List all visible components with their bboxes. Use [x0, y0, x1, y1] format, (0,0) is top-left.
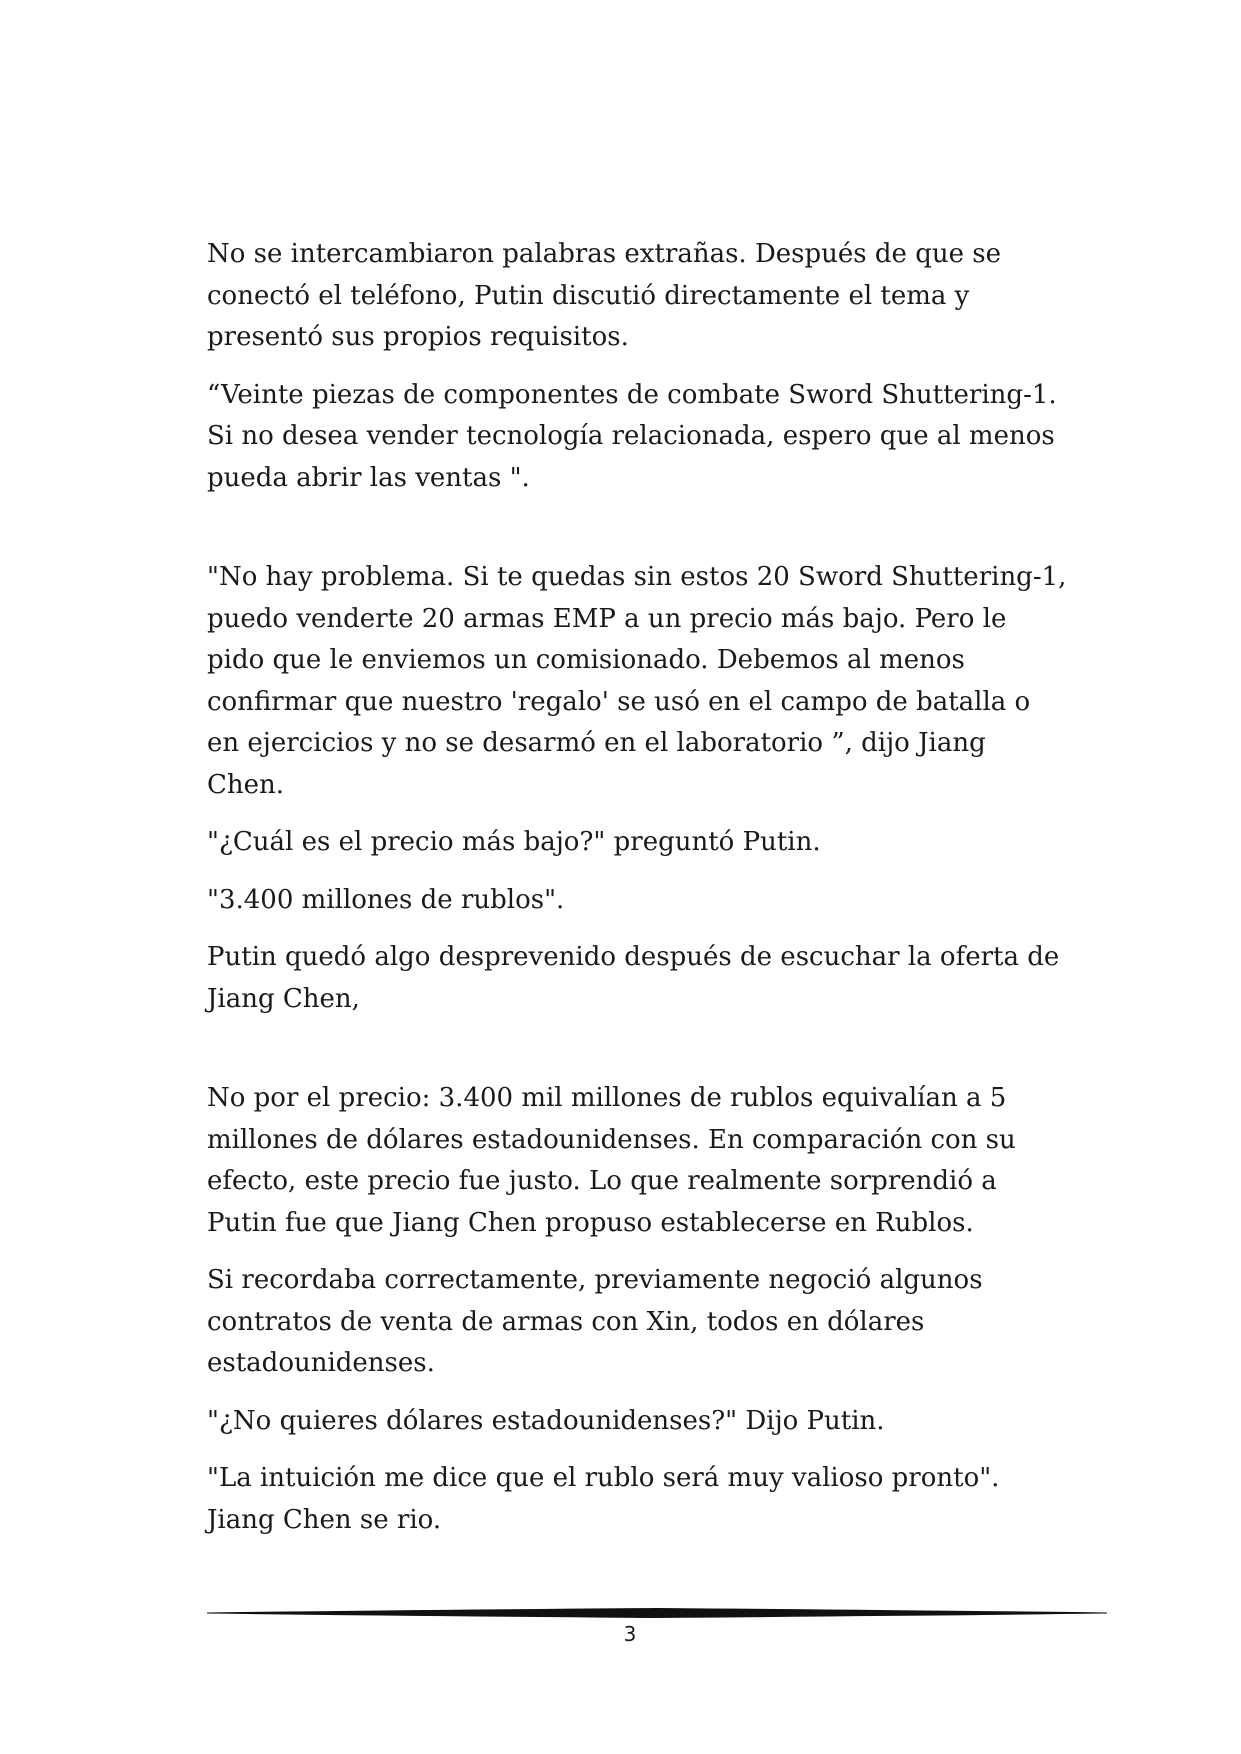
paragraph-4: "¿Cuál es el precio más bajo?" preguntó Putin. — [207, 827, 821, 857]
page-number: 3 — [623, 1622, 637, 1646]
paragraph-3: "No hay problema. Si te quedas sin estos 20 Sword Shuttering-1, puedo venderte 20 armas EMP a un precio más bajo. Pero le pido que le enviemos un comisionado. Debemos al menos confirmar que nuestro 'regalo' se usó en el campo de batalla o en ejercicios y no se desarmó en el laboratorio ”, dijo Jiang Chen. — [207, 562, 1067, 800]
body-text — [207, 234, 1067, 1557]
paragraph-2: “Veinte piezas de componentes de combate Sword Shuttering-1. Si no desea vender tecnología relacionada, espero que al menos pueda abrir las ventas ". — [207, 379, 1057, 493]
footer-divider — [207, 1606, 1107, 1620]
paragraph-6: Putin quedó algo desprevenido después de escuchar la oferta de Jiang Chen, — [207, 942, 1060, 1014]
paragraph-1: No se intercambiaron palabras extrañas. Después de que se conectó el teléfono, Putin discutió directamente el tema y presentó sus propios requisitos. — [207, 239, 1001, 352]
paragraph-8: Si recordaba correctamente, previamente negoció algunos contratos de venta de armas con Xin, todos en dólares estadounidenses. — [207, 1265, 983, 1378]
paragraph-5: "3.400 millones de rublos". — [207, 884, 565, 915]
paragraph-7: No por el precio: 3.400 mil millones de rublos equivalían a 5 millones de dólares estadounidenses. En comparación con su efecto, este precio fue justo. Lo que realmente sorprendió a Putin fue que Jiang Chen propuso establecerse en Rublos. — [207, 1083, 1016, 1238]
paragraph-9: "¿No quieres dólares estadounidenses?" Dijo Putin. — [207, 1405, 885, 1436]
paragraph-10: "La intuición me dice que el rublo será muy valioso pronto". Jiang Chen se rio. — [207, 1463, 1000, 1535]
